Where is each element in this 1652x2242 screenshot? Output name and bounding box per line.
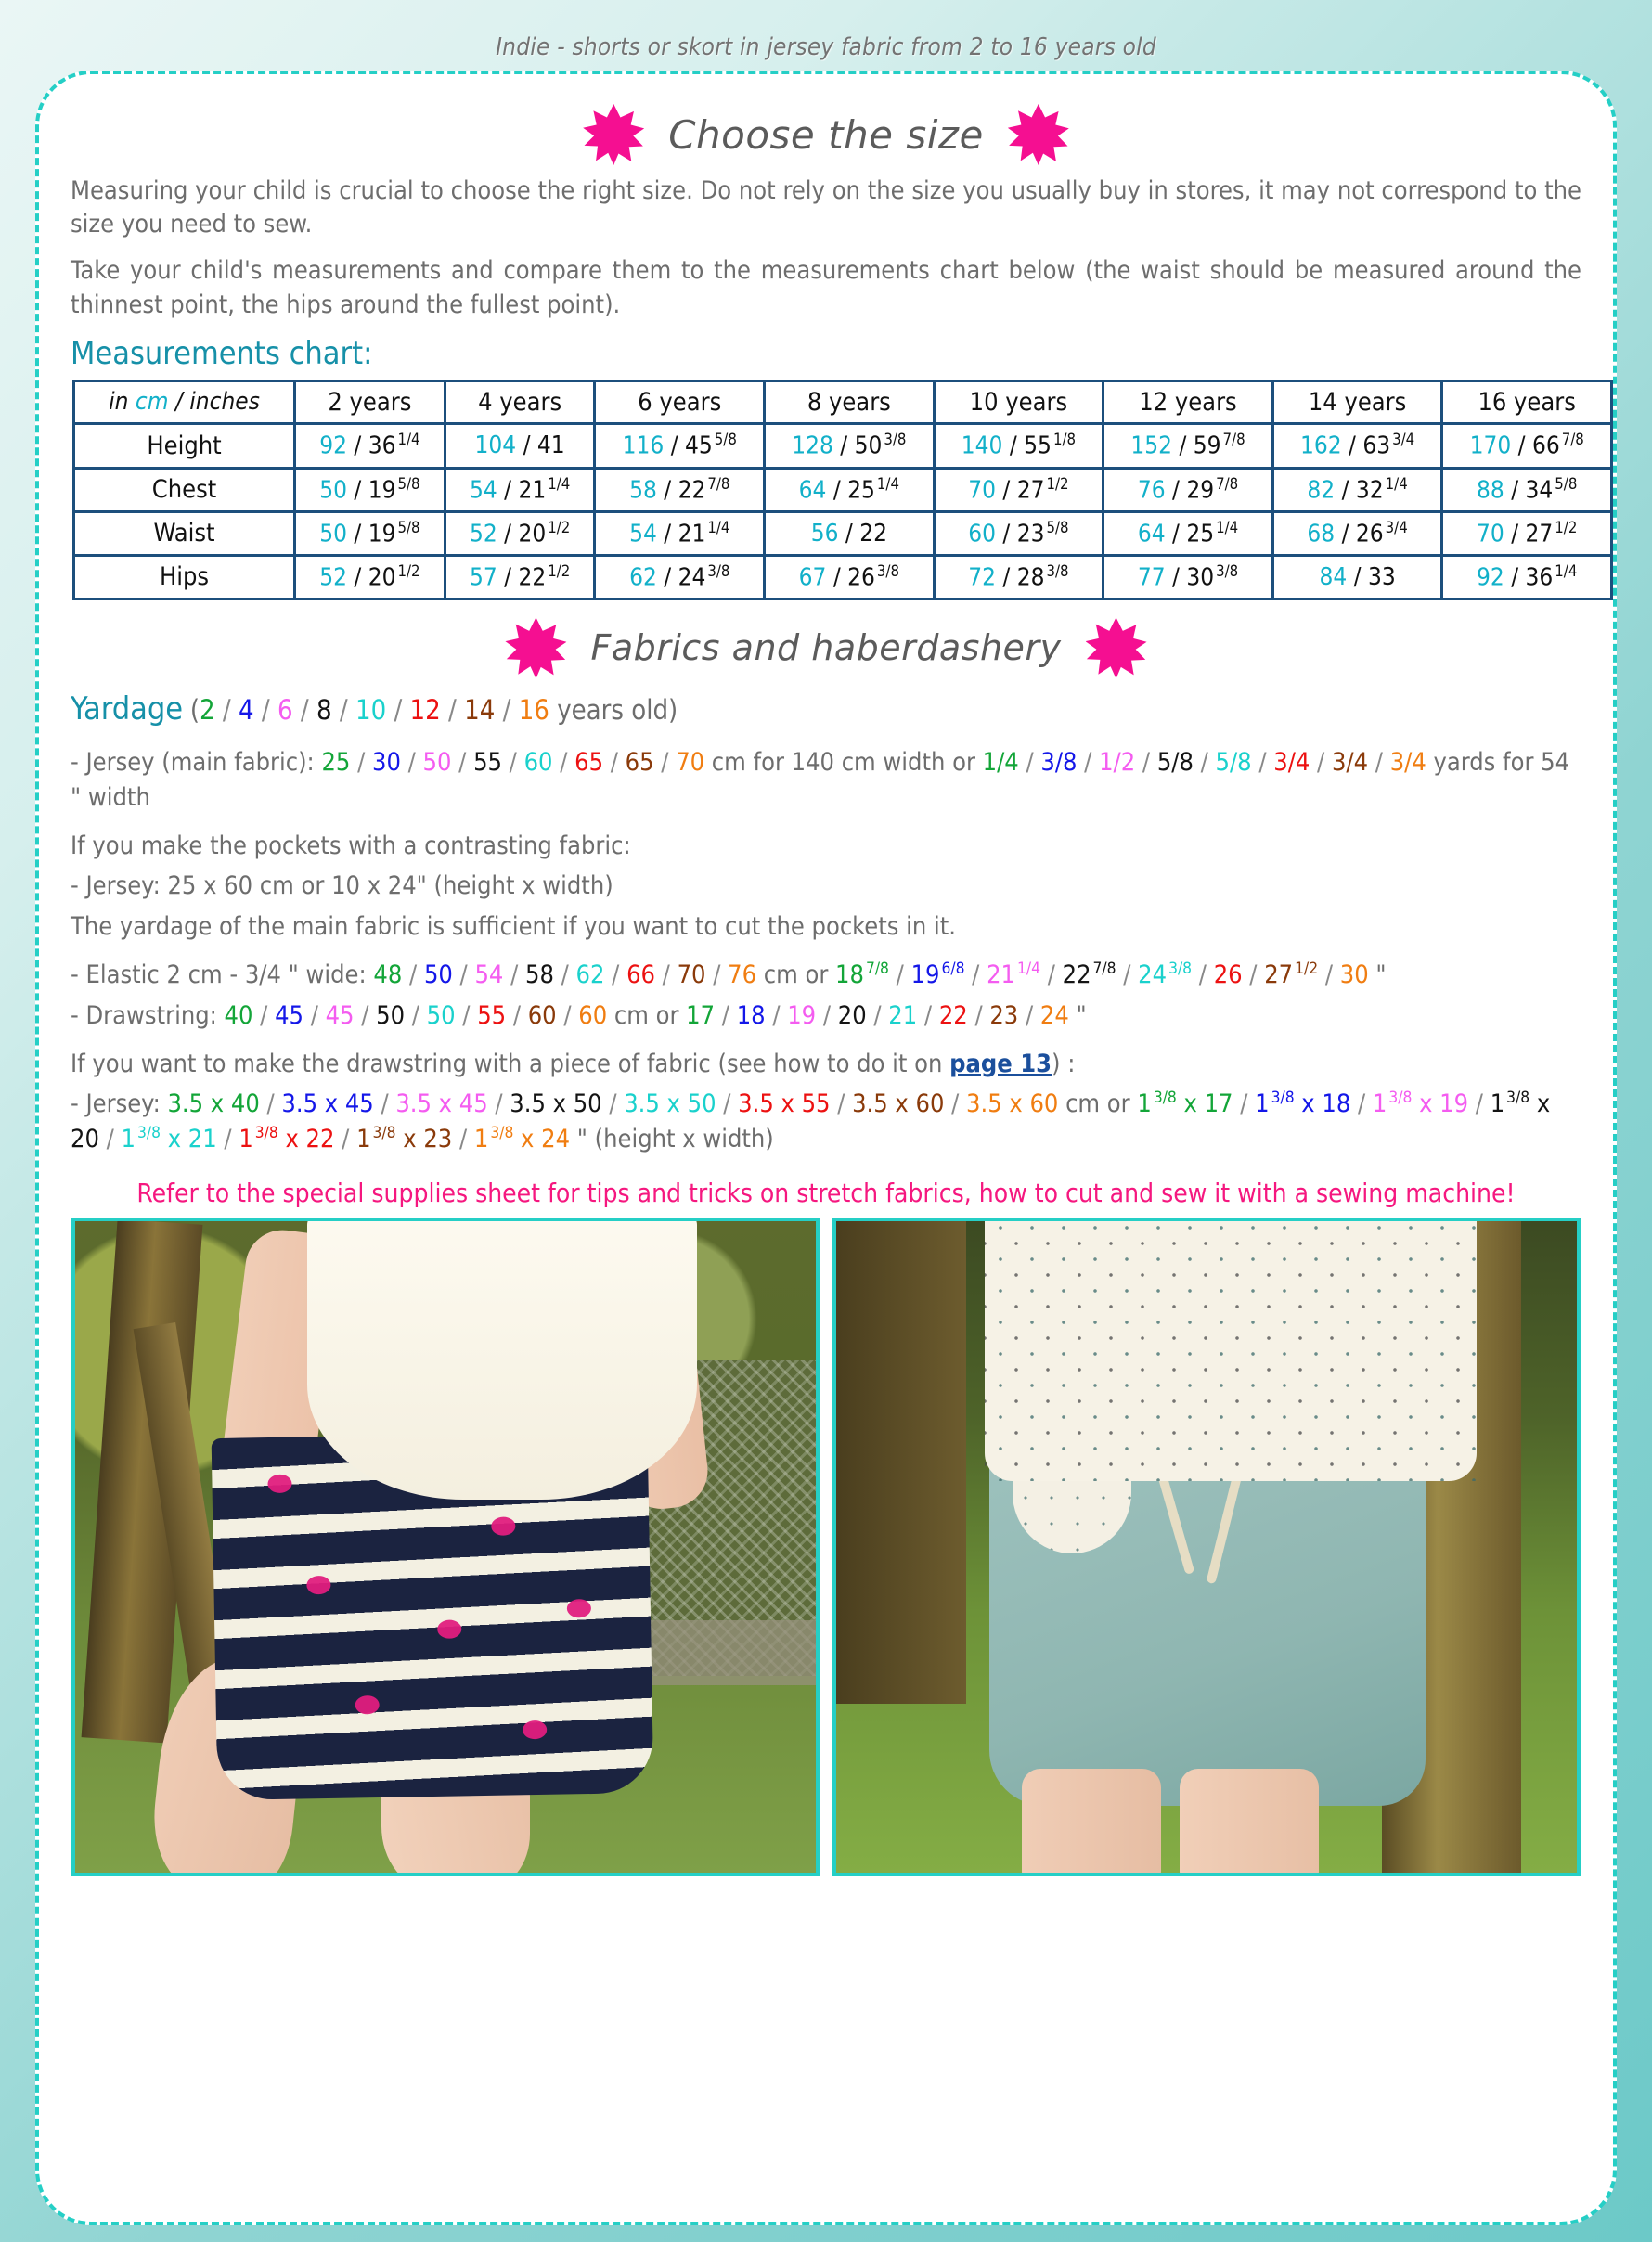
- pockets-intro: If you make the pockets with a contrasting fabric:: [71, 831, 631, 860]
- leg-left-2: [1022, 1769, 1161, 1876]
- size-value: 1 $^{3/8}$ x 18: [1255, 1089, 1351, 1119]
- table-cell: 68 / 26 $^{3/4}$: [1272, 511, 1442, 555]
- star-icon-right-2: [1086, 617, 1147, 678]
- white-top: [307, 1218, 697, 1500]
- size-value: 62: [575, 960, 605, 989]
- size-value: 27 $^{1/2}$: [1264, 959, 1319, 989]
- table-col-header: 8 years: [765, 380, 935, 424]
- table-cell: 84 / 33: [1272, 556, 1442, 599]
- size-value: 3.5 x 50: [510, 1089, 602, 1119]
- size-value: 1 $^{3/8}$ x 23: [356, 1124, 453, 1154]
- size-value: 4: [239, 694, 254, 727]
- table-col-header: 2 years: [295, 380, 445, 424]
- table-cell: 60 / 23 $^{5/8}$: [934, 511, 1103, 555]
- size-value: 18: [736, 1000, 766, 1030]
- table-cell: 67 / 26 $^{3/8}$: [765, 556, 935, 599]
- table-row-label: Waist: [74, 511, 295, 555]
- size-value: 3.5 x 45: [395, 1089, 488, 1119]
- choose-size-heading-text: Choose the size: [668, 111, 984, 158]
- size-value: 1 $^{3/8}$ x 24: [473, 1124, 571, 1154]
- table-cell: 116 / 45 $^{5/8}$: [595, 424, 765, 468]
- table-cell: 54 / 21 $^{1/4}$: [445, 468, 595, 511]
- supplies-notice: Refer to the special supplies sheet for tips and tricks on stretch fabrics, how to cut and sew it with a sewing machine!: [136, 1177, 1516, 1208]
- table-col-header: 4 years: [445, 380, 595, 424]
- size-value: 60: [523, 747, 553, 777]
- print-blouse: [985, 1218, 1477, 1481]
- cherry-print: [306, 1576, 330, 1594]
- measurements-table: [72, 380, 1613, 601]
- elastic-line: - Elastic 2 cm - 3/4 " wide: 48 / 50 / 54 / 58 / 62 / 66 / 70 / 76 cm or 18 $^{7/8}$ / 19 $^{6/8}$ / 21 $^{1/4}$ / 22 $^{7/8}$ / 24 $^{3/8}$ / 26 / 27 $^{1/2}$ / 30 ": [71, 959, 1387, 989]
- size-value: 58: [525, 960, 554, 989]
- size-value: 65: [625, 747, 654, 777]
- table-cell: 104 / 41: [445, 424, 595, 468]
- table-row-label: Height: [74, 424, 295, 468]
- table-cell: 170 / 66 $^{7/8}$: [1442, 424, 1612, 468]
- size-value: 1/2: [1099, 747, 1136, 777]
- drawstring-line: - Drawstring: 40 / 45 / 45 / 50 / 50 / 55 / 60 / 60 cm or 17 / 18 / 19 / 20 / 21 / 22 / 23 / 24 ": [71, 1000, 1087, 1030]
- table-cell: 64 / 25 $^{1/4}$: [1103, 511, 1273, 555]
- table-row: [74, 556, 1612, 599]
- table-cell: 92 / 36 $^{1/4}$: [295, 424, 445, 468]
- table-cell: 57 / 22 $^{1/2}$: [445, 556, 595, 599]
- fabric-drawstring-jersey: - Jersey: 3.5 x 40 / 3.5 x 45 / 3.5 x 45 / 3.5 x 50 / 3.5 x 50 / 3.5 x 55 / 3.5 x 60 / 3.5 x 60 cm or 1 $^{3/8}$ x 17 / 1 $^{3/8}$ x 18 / 1 $^{3/8}$ x 19 / 1 $^{3/8}$ x 20 / 1 $^{3/8}$ x 21 / 1 $^{3/8}$ x 22 / 1 $^{3/8}$ x 23 / 1 $^{3/8}$ x 24 " (height x width): [71, 1089, 1551, 1154]
- star-icon-right: [1008, 104, 1069, 165]
- size-value: 1 $^{3/8}$ x 22: [239, 1124, 335, 1154]
- size-value: 3.5 x 40: [167, 1089, 260, 1119]
- section-heading-choose-size: [71, 104, 1581, 165]
- table-cell: 50 / 19 $^{5/8}$: [295, 511, 445, 555]
- photo-gallery: [71, 1218, 1581, 1876]
- size-value: 18 $^{7/8}$: [835, 959, 889, 989]
- size-value: 24 $^{3/8}$: [1138, 959, 1193, 989]
- table-row-label: Chest: [74, 468, 295, 511]
- size-value: 3.5 x 55: [738, 1089, 831, 1119]
- size-value: 17: [686, 1000, 716, 1030]
- table-col-header: 6 years: [595, 380, 765, 424]
- size-value: 65: [574, 747, 604, 777]
- size-value: 19: [787, 1000, 817, 1030]
- yardage-title-line: [71, 688, 1581, 732]
- table-cell: 76 / 29 $^{7/8}$: [1103, 468, 1273, 511]
- size-value: 45: [275, 1000, 303, 1030]
- star-icon-left: [583, 104, 644, 165]
- size-value: 54: [474, 960, 504, 989]
- size-value: 50: [423, 960, 453, 989]
- fabrics-heading-text: Fabrics and haberdashery: [590, 627, 1062, 669]
- size-value: 8: [316, 694, 332, 727]
- size-value: 1 $^{3/8}$ x 19: [1372, 1089, 1469, 1119]
- cherry-print: [355, 1695, 379, 1714]
- table-cell: 58 / 22 $^{7/8}$: [595, 468, 765, 511]
- table-col-header: 10 years: [934, 380, 1103, 424]
- table-row-label: Hips: [74, 556, 295, 599]
- photo-plain-skort: [832, 1218, 1581, 1876]
- size-value: 1 $^{3/8}$ x 17: [1137, 1089, 1233, 1119]
- photo-striped-skort: [71, 1218, 820, 1876]
- size-value: 60: [578, 1000, 608, 1030]
- table-cell: 52 / 20 $^{1/2}$: [295, 556, 445, 599]
- size-value: 50: [422, 747, 452, 777]
- size-value: 6: [277, 694, 293, 727]
- size-value: 3.5 x 60: [852, 1089, 945, 1119]
- table-cell: 77 / 30 $^{3/8}$: [1103, 556, 1273, 599]
- size-value: 10: [355, 694, 387, 727]
- size-value: 12: [409, 694, 441, 727]
- size-value: 14: [464, 694, 496, 727]
- size-value: 23: [989, 1000, 1019, 1030]
- fabric-drawstring-intro: If you want to make the drawstring with a piece of fabric (see how to do it on page 13) :: [71, 1049, 1076, 1078]
- size-value: 3/4: [1331, 747, 1369, 777]
- size-value: 48: [373, 960, 403, 989]
- table-cell: 140 / 55 $^{1/8}$: [934, 424, 1103, 468]
- cherry-print: [437, 1619, 461, 1638]
- size-value: 21: [888, 1000, 918, 1030]
- table-cell: 70 / 27 $^{1/2}$: [934, 468, 1103, 511]
- table-cell: 62 / 24 $^{3/8}$: [595, 556, 765, 599]
- pockets-note: The yardage of the main fabric is sufficient if you want to cut the pockets in it.: [71, 912, 956, 942]
- leg-right-2: [1180, 1769, 1319, 1876]
- table-row: [74, 424, 1612, 468]
- size-value: 5/8: [1156, 747, 1194, 777]
- size-value: 1/4: [982, 747, 1019, 777]
- cherry-print: [267, 1475, 291, 1493]
- size-value: 16: [518, 694, 549, 727]
- cherry-print: [567, 1599, 591, 1617]
- measurements-chart-label: Measurements chart:: [71, 334, 373, 372]
- size-value: 24: [1039, 1000, 1069, 1030]
- size-value: 55: [477, 1000, 507, 1030]
- table-cell: 56 / 22: [765, 511, 935, 555]
- size-value: 5/8: [1215, 747, 1252, 777]
- size-value: 50: [426, 1000, 456, 1030]
- size-value: 19 $^{6/8}$: [910, 959, 965, 989]
- size-value: 25: [321, 747, 351, 777]
- cherry-print: [523, 1720, 547, 1739]
- intro-paragraph-1: Measuring your child is crucial to choose the right size. Do not rely on the size you usually buy in stores, it may not correspond to the size you need to sew.: [71, 176, 1581, 239]
- size-value: 76: [728, 960, 757, 989]
- intro-paragraph-2: Take your child's measurements and compare them to the measurements chart below (the waist should be measured around the thinnest point, the hips around the fullest point).: [71, 256, 1581, 319]
- star-icon-left-2: [505, 617, 566, 678]
- size-value: 50: [376, 1000, 406, 1030]
- table-cell: 64 / 25 $^{1/4}$: [765, 468, 935, 511]
- table-cell: 152 / 59 $^{7/8}$: [1103, 424, 1273, 468]
- table-row: [74, 511, 1612, 555]
- jersey-main-fabric-line: - Jersey (main fabric): 25 / 30 / 50 / 55 / 60 / 65 / 65 / 70 cm for 140 cm width or 1/4 / 3/8 / 1/2 / 5/8 / 5/8 / 3/4 / 3/4 / 3/4 yards for 54 " width: [71, 747, 1570, 812]
- pockets-jersey: - Jersey: 25 x 60 cm or 10 x 24" (height x width): [71, 871, 613, 901]
- size-value: 3.5 x 60: [966, 1089, 1059, 1119]
- cherry-print: [491, 1516, 515, 1535]
- size-value: 3.5 x 50: [624, 1089, 716, 1119]
- size-value: 3/4: [1273, 747, 1310, 777]
- page-sheet: [35, 71, 1617, 2225]
- size-value: 26: [1213, 960, 1243, 989]
- table-cell: 92 / 36 $^{1/4}$: [1442, 556, 1612, 599]
- size-value: 1 $^{3/8}$ x 21: [121, 1124, 217, 1154]
- table-cell: 70 / 27 $^{1/2}$: [1442, 511, 1612, 555]
- table-cell: 72 / 28 $^{3/8}$: [934, 556, 1103, 599]
- table-cell: 162 / 63 $^{3/4}$: [1272, 424, 1442, 468]
- table-row: [74, 468, 1612, 511]
- size-value: 60: [527, 1000, 557, 1030]
- size-value: 3/4: [1389, 747, 1426, 777]
- size-value: 30: [1339, 960, 1369, 989]
- size-value: 22 $^{7/8}$: [1062, 959, 1116, 989]
- table-cell: 82 / 32 $^{1/4}$: [1272, 468, 1442, 511]
- size-value: 30: [372, 747, 401, 777]
- size-value: 40: [224, 1000, 253, 1030]
- table-cell: 50 / 19 $^{5/8}$: [295, 468, 445, 511]
- size-value: 1 $^{3/8}$ x 20: [71, 1089, 1551, 1154]
- size-value: 20: [837, 1000, 867, 1030]
- table-cell: 54 / 21 $^{1/4}$: [595, 511, 765, 555]
- table-corner-label: in cm / inches: [74, 380, 295, 424]
- table-cell: 88 / 34 $^{5/8}$: [1442, 468, 1612, 511]
- table-col-header: 14 years: [1272, 380, 1442, 424]
- size-value: 70: [676, 747, 705, 777]
- size-value: 21 $^{1/4}$: [987, 959, 1040, 989]
- tree-trunk-left: [836, 1221, 966, 1704]
- table-col-header: 12 years: [1103, 380, 1273, 424]
- size-value: 45: [325, 1000, 355, 1030]
- page-13-link[interactable]: page 13: [949, 1049, 1052, 1078]
- document-header-title: Indie - shorts or skort in jersey fabric from 2 to 16 years old: [496, 33, 1156, 61]
- size-value: 3.5 x 45: [281, 1089, 374, 1119]
- size-value: 2: [200, 694, 215, 727]
- section-heading-fabrics: [71, 617, 1581, 678]
- table-col-header: 16 years: [1442, 380, 1612, 424]
- size-value: 22: [938, 1000, 968, 1030]
- table-cell: 128 / 50 $^{3/8}$: [765, 424, 935, 468]
- yardage-size-list: (2 / 4 / 6 / 8 / 10 / 12 / 14 / 16 years old): [189, 694, 678, 727]
- size-value: 70: [677, 960, 706, 989]
- yardage-title: Yardage: [71, 690, 184, 728]
- size-value: 66: [626, 960, 655, 989]
- table-cell: 52 / 20 $^{1/2}$: [445, 511, 595, 555]
- size-value: 55: [473, 747, 502, 777]
- size-value: 3/8: [1040, 747, 1078, 777]
